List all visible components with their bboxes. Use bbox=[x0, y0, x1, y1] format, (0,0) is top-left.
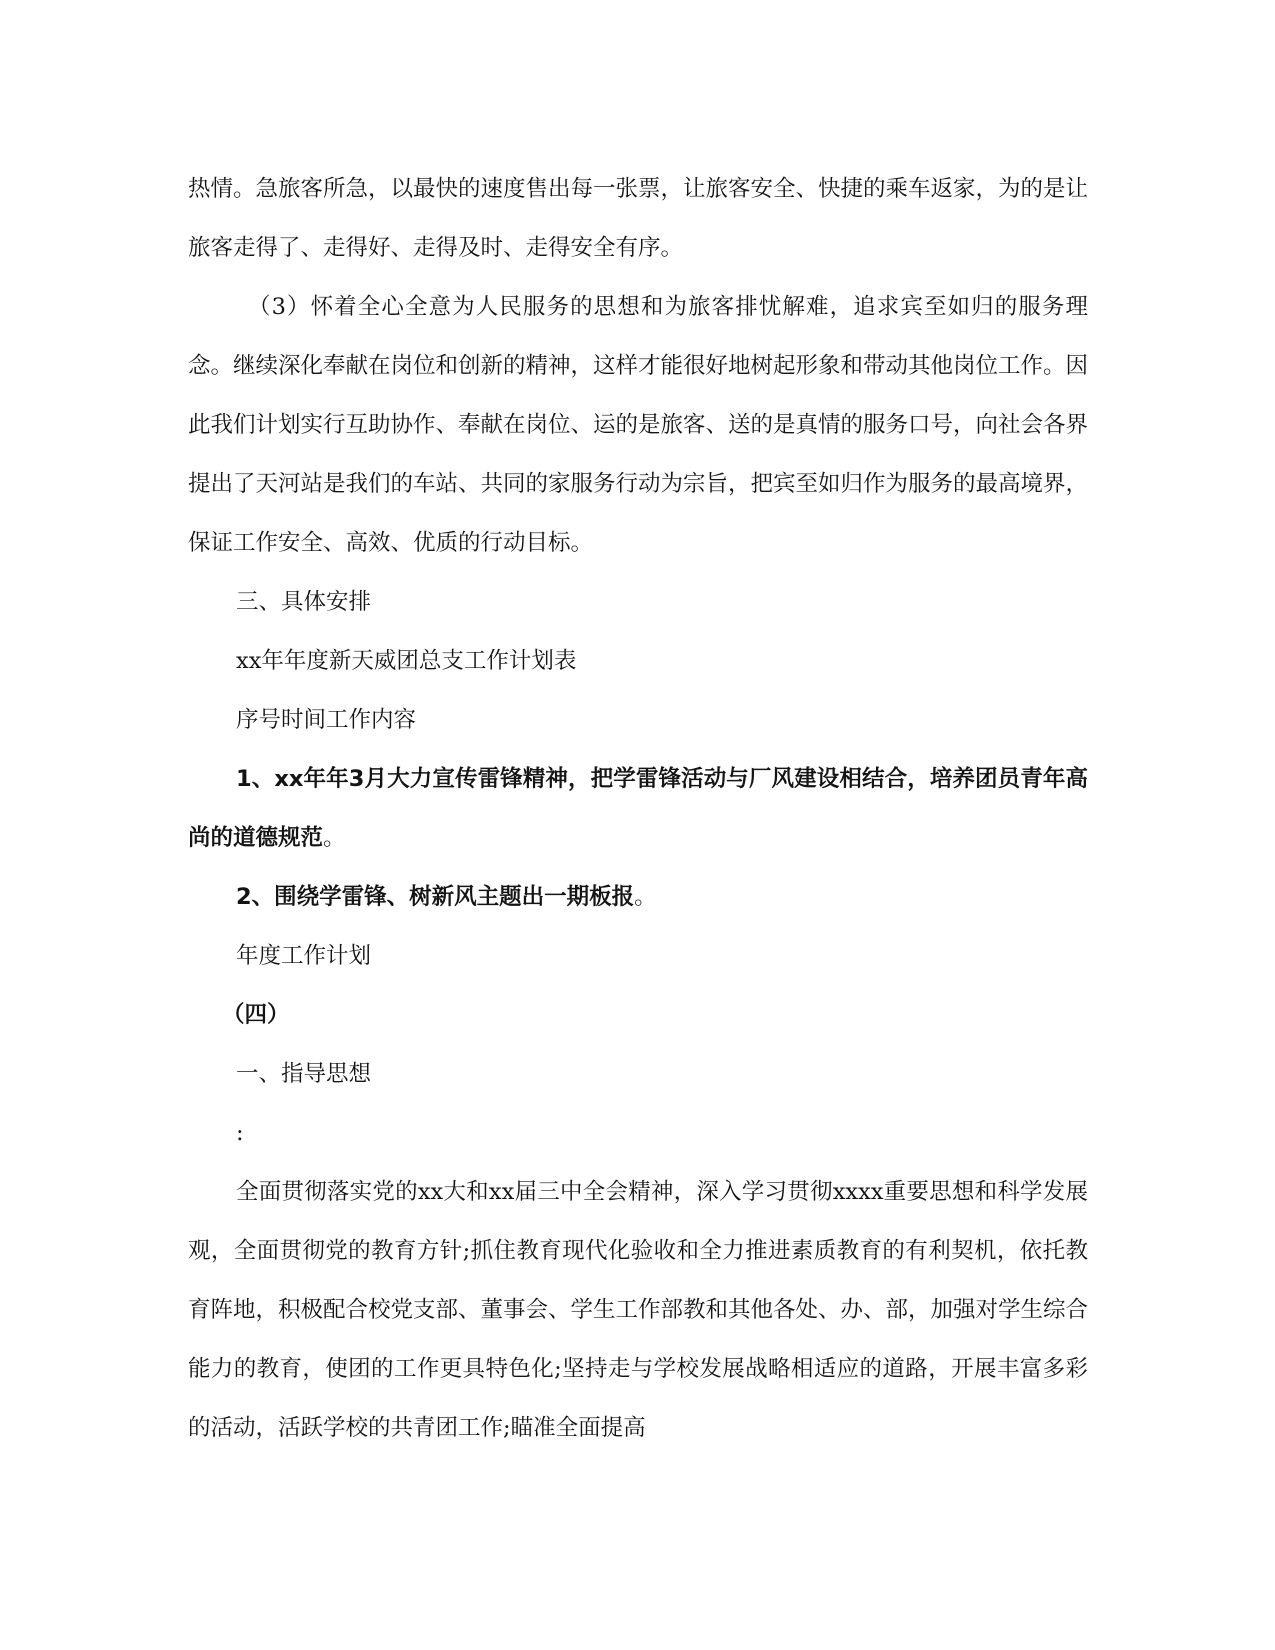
plan-item-1-period: 。 bbox=[323, 825, 346, 851]
document-body bbox=[188, 160, 1088, 1458]
paragraph-guiding-ideology: 全面贯彻落实党的xx大和xx届三中全会精神，深入学习贯彻xxxx重要思想和科学发展观，全面贯彻党的教育方针;抓住教育现代化验收和全力推进素质教育的有利契机，依托教育阵地，积极配合校党支部、董事会、学生工作部教和其他各处、办、部，加强对学生综合能力的教育，使团的工作更具特色化;坚持走与学校发展战略相适应的道路，开展丰富多彩的活动，活跃学校的共青团工作;瞄准全面提高 bbox=[188, 1179, 1089, 1441]
plan-item-1-text: 1、xx年年3月大力宣传雷锋精神，把学雷锋活动与厂风建设相结合，培养团员青年高尚的道德规范 bbox=[188, 766, 1088, 851]
annual-plan-title: 年度工作计划 bbox=[236, 943, 372, 969]
plan-item-2-period: 。 bbox=[634, 884, 657, 910]
paragraph-service-concept: （3）怀着全心全意为人民服务的思想和为旅客排忧解难，追求宾至如归的服务理念。继续深化奉献在岗位和创新的精神，这样才能很好地树起形象和带动其他岗位工作。因此我们计划实行互助协作、奉献在岗位、运的是旅客、送的是真情的服务口号，向社会各界提出了天河站是我们的车站、共同的家服务行动为宗旨，把宾至如归作为服务的最高境界，保证工作安全、高效、优质的行动目标。 bbox=[188, 294, 1089, 556]
plan-item-2 bbox=[188, 868, 1088, 927]
heading-guiding-ideology: 一、指导思想 bbox=[236, 1061, 372, 1087]
table-header: 序号时间工作内容 bbox=[236, 707, 417, 733]
plan-item-2-text: 2、围绕学雷锋、树新风主题出一期板报 bbox=[236, 884, 635, 910]
colon-line: : bbox=[236, 1120, 244, 1146]
paragraph-service-speed: 热情。急旅客所急，以最快的速度售出每一张票，让旅客安全、快捷的乘车返家，为的是让旅客走得了、走得好、走得及时、走得安全有序。 bbox=[188, 176, 1089, 261]
plan-item-1 bbox=[188, 750, 1088, 868]
table-title: xx年年度新天威团总支工作计划表 bbox=[236, 648, 577, 674]
section-four-label: （四） bbox=[222, 1002, 290, 1028]
heading-specific-arrangement: 三、具体安排 bbox=[236, 589, 372, 615]
